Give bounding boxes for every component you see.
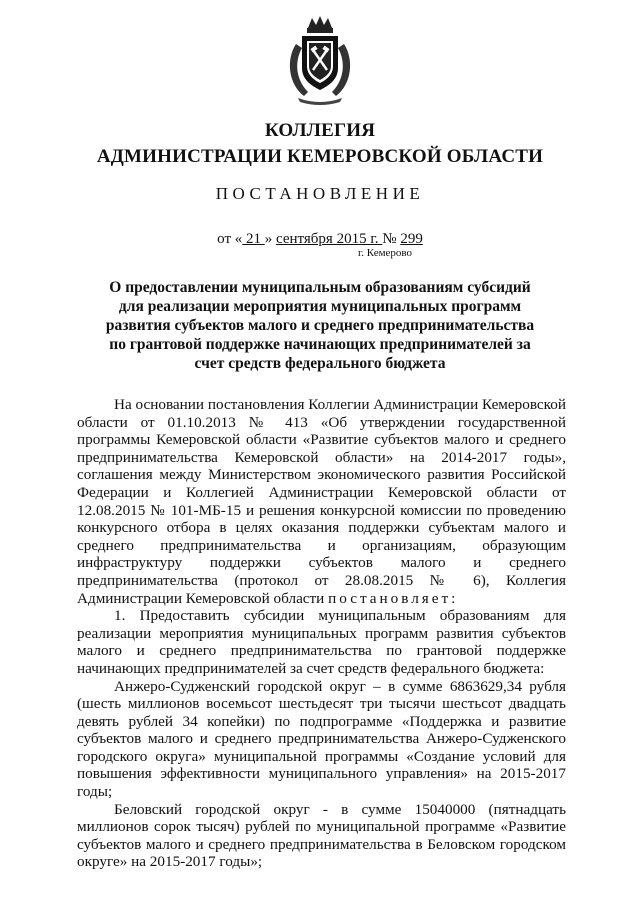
document-number: 299: [400, 231, 423, 247]
document-title: О предоставлении муниципальным образованиям субсидий для реализации мероприятия муниципальных программ развития субъектов малого и среднего предпринимательства по грантовой поддержке начинающих предпринимателей за счет средств федерального бюджета: [105, 279, 535, 372]
organization-name-line1: КОЛЛЕГИЯ: [264, 120, 376, 141]
organization-name-line2: АДМИНИСТРАЦИИ КЕМЕРОВСКОЙ ОБЛАСТИ: [96, 146, 544, 167]
document-date-number: [0, 231, 640, 248]
date-mid: »: [264, 231, 276, 247]
basis-text: На основании постановления Коллегии Администрации Кемеровской области от 01.10.2013 № 413 «Об утверждении государственной программы Кемеровской области «Развитие субъектов малого и среднего предпринимательства Кемеровской области» на 2014-2017 годы», соглашения между Министерством экономического развития Российской Федерации и Коллегией Администрации Кемеровской области от 12.08.2015 № 101-МБ-15 и решения конкурсной комиссии по проведению конкурсного отбора в целях оказания поддержки субъектам малого и среднего предпринимательства и организациям, образующим инфраструктуру поддержки субъектов малого и среднего предпринимательства (протокол от 28.08.2015 № 6), Коллегия Администрации Кемеровской области: [77, 396, 566, 607]
number-sign: №: [382, 231, 401, 247]
resolves-word: постановляет:: [328, 589, 459, 607]
document-body: [77, 396, 566, 871]
body-paragraph-3: Анжеро-Судженский городской округ – в сумме 6863629,34 рубля (шесть миллионов восемьсот шестьдесят три тысячи шестьсот двадцать девять рублей 34 копейки) по подпрограмме «Поддержка и развитие субъектов малого и среднего предпринимательства Анжеро-Судженского городского округа» муниципальной программы «Создание условий для повышения эффективности муниципального управления» на 2015-2017 годы;: [77, 677, 566, 801]
body-paragraph-1: [77, 396, 566, 607]
body-paragraph-4: Беловский городской округ - в сумме 15040000 (пятнадцать миллионов сорок тысяч) рублей по муниципальной программе «Развитие субъектов малого и среднего предпринимательства в Беловском городском округе» на 2015-2017 годы»;: [77, 800, 566, 871]
document-city: г. Кемерово: [358, 247, 413, 259]
document-type: ПОСТАНОВЛЕНИЕ: [215, 184, 425, 203]
coat-of-arms-icon: [282, 14, 358, 106]
body-paragraph-2: 1. Предоставить субсидии муниципальным образованиям для реализации мероприятия муниципальных программ развития субъектов малого и среднего предпринимательства по грантовой поддержке начинающих предпринимателей за счет средств федерального бюджета:: [77, 607, 566, 677]
date-month-year: сентября 2015 г.: [276, 231, 383, 247]
date-day: 21: [242, 231, 265, 247]
date-prefix: от «: [217, 231, 243, 247]
